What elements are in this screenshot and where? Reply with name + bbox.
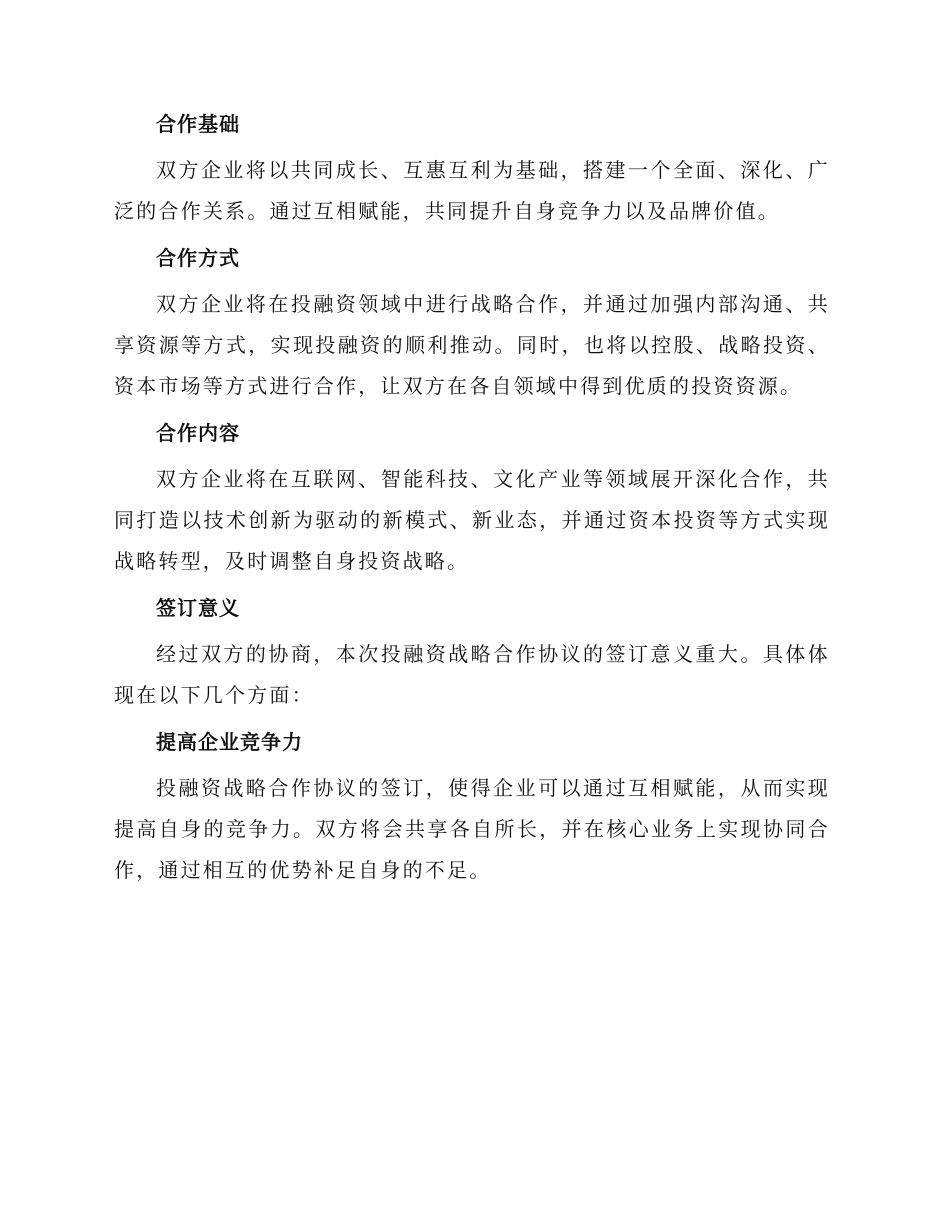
section-heading: 合作内容 xyxy=(156,421,240,445)
section-paragraph: 投融资战略合作协议的签订，使得企业可以通过互相赋能，从而实现提高自身的竞争力。双方将会共享各自所长，并在核心业务上实现协同合作，通过相互的优势补足自身的不足。 xyxy=(114,776,830,882)
section-heading: 合作基础 xyxy=(156,112,240,136)
section-signing-significance xyxy=(114,588,830,716)
section-cooperation-content xyxy=(114,413,830,582)
section-paragraph: 双方企业将以共同成长、互惠互利为基础，搭建一个全面、深化、广泛的合作关系。通过互相赋能，共同提升自身竞争力以及品牌价值。 xyxy=(114,158,830,223)
section-improve-competitiveness xyxy=(114,722,830,891)
section-paragraph: 双方企业将在投融资领域中进行战略合作，并通过加强内部沟通、共享资源等方式，实现投融资的顺利推动。同时，也将以控股、战略投资、资本市场等方式进行合作，让双方在各自领域中得到优质的投资资源。 xyxy=(114,292,830,398)
section-paragraph: 双方企业将在互联网、智能科技、文化产业等领域展开深化合作，共同打造以技术创新为驱动的新模式、新业态，并通过资本投资等方式实现战略转型，及时调整自身投资战略。 xyxy=(114,467,830,573)
section-heading: 合作方式 xyxy=(156,246,240,270)
section-cooperation-basis xyxy=(114,104,830,232)
section-heading: 签订意义 xyxy=(156,596,240,620)
section-paragraph: 经过双方的协商，本次投融资战略合作协议的签订意义重大。具体体现在以下几个方面： xyxy=(114,642,830,707)
document-page xyxy=(114,104,830,897)
section-cooperation-method xyxy=(114,238,830,407)
section-heading: 提高企业竞争力 xyxy=(156,730,303,754)
